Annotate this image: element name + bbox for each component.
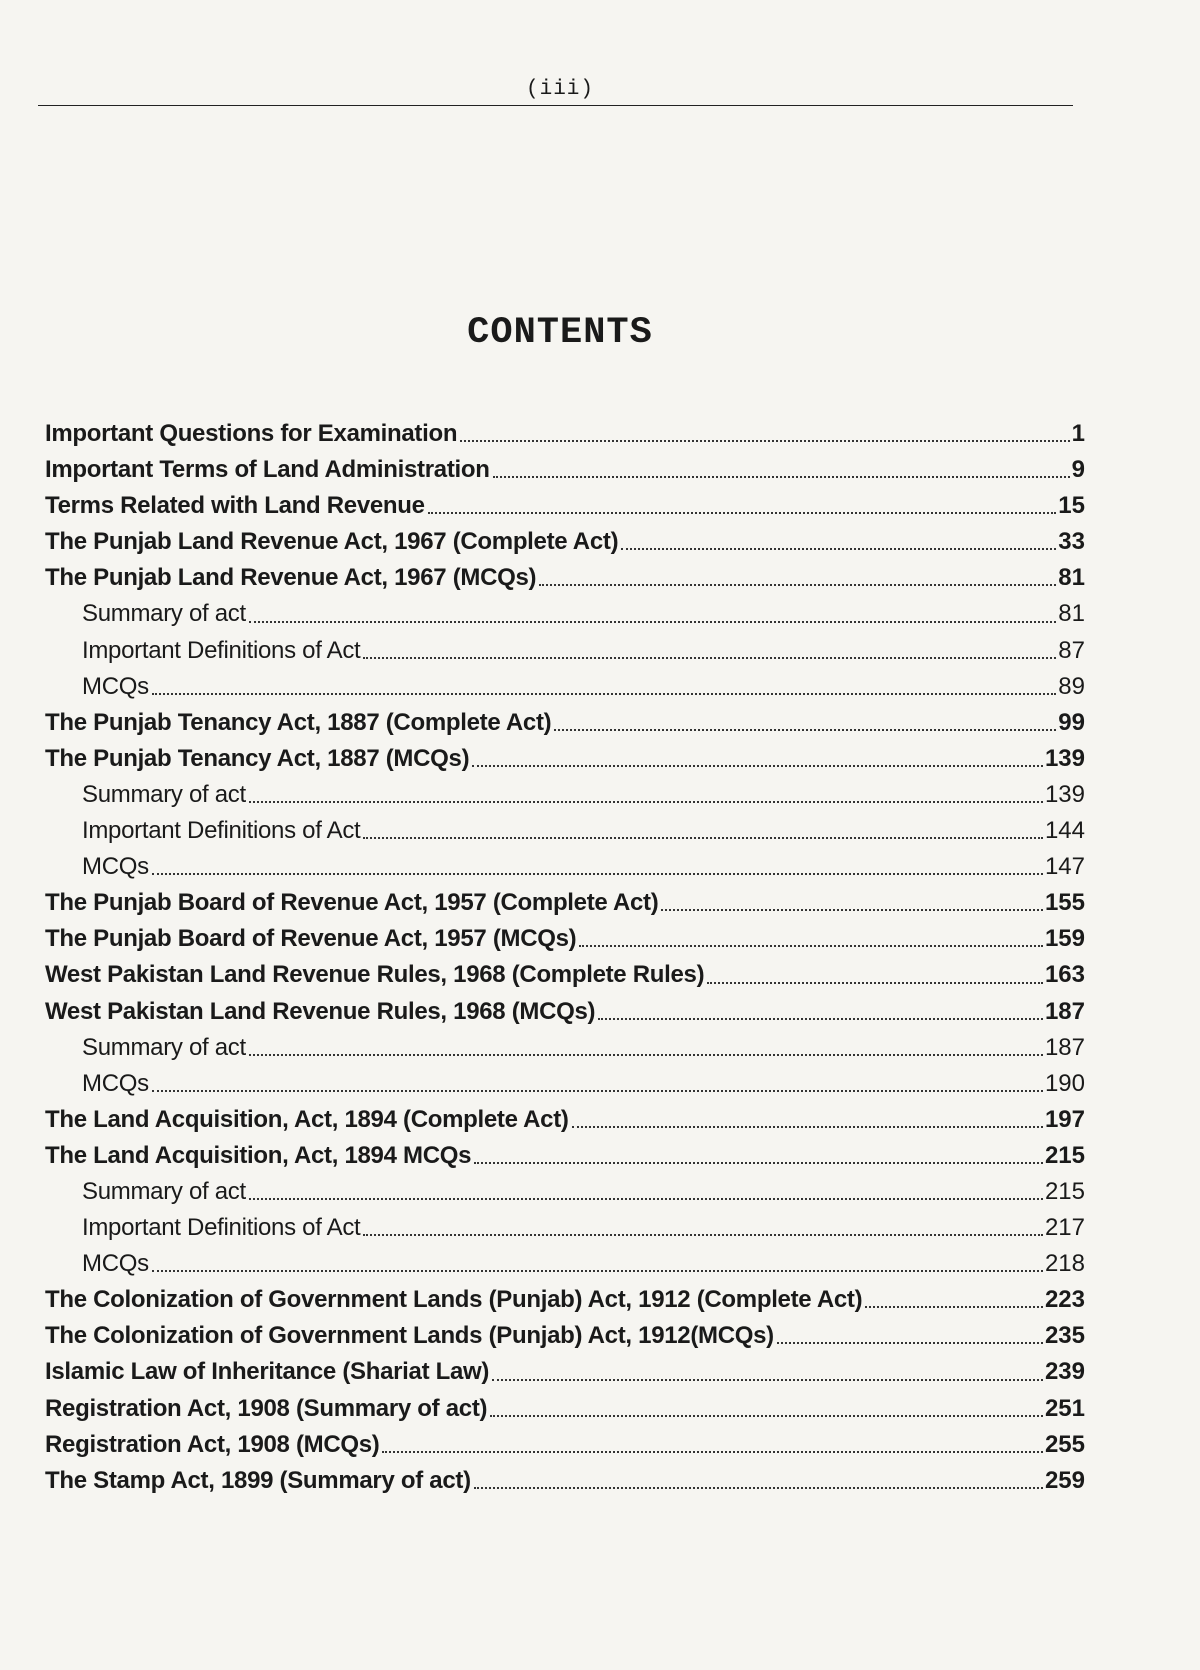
toc-entry-title: The Punjab Board of Revenue Act, 1957 (Complete Act) <box>45 889 659 917</box>
toc-entry-page: 144 <box>1044 817 1085 845</box>
dot-leader <box>474 1162 1043 1164</box>
toc-entry <box>45 1391 1085 1427</box>
toc-entry-page: 190 <box>1044 1069 1085 1097</box>
toc-entry-page: 87 <box>1058 636 1085 664</box>
toc-entry-title: Terms Related with Land Revenue <box>45 492 425 520</box>
dot-leader <box>472 765 1043 767</box>
toc-entry-page: 187 <box>1044 1033 1085 1061</box>
toc-entry-title: MCQs <box>82 853 149 881</box>
toc-entry-page: 33 <box>1058 528 1085 556</box>
dot-leader <box>572 1126 1043 1128</box>
toc-entry-title: The Colonization of Government Lands (Punjab) Act, 1912(MCQs) <box>45 1322 774 1350</box>
toc-entry-page: 1 <box>1071 420 1085 447</box>
dot-leader <box>152 1090 1043 1092</box>
toc-subentry <box>45 1030 1085 1066</box>
toc-entry-title: The Punjab Land Revenue Act, 1967 (MCQs) <box>45 564 537 592</box>
toc-entry-page: 215 <box>1044 1141 1085 1169</box>
toc-entry <box>45 705 1085 741</box>
dot-leader <box>152 1270 1043 1272</box>
dot-leader <box>598 1018 1043 1020</box>
toc-entry-page: 159 <box>1044 925 1085 953</box>
toc-entry <box>45 921 1085 957</box>
table-of-contents <box>45 416 1085 1499</box>
toc-entry-title: Registration Act, 1908 (MCQs) <box>45 1430 380 1458</box>
toc-entry-title: Important Questions for Examination <box>45 420 458 447</box>
toc-entry-page: 235 <box>1044 1322 1085 1350</box>
dot-leader <box>249 621 1056 623</box>
dot-leader <box>152 693 1057 695</box>
toc-entry-page: 155 <box>1044 889 1085 917</box>
toc-entry <box>45 741 1085 777</box>
dot-leader <box>363 837 1043 839</box>
dot-leader <box>249 801 1043 803</box>
toc-entry <box>45 994 1085 1030</box>
toc-entry <box>45 488 1085 524</box>
toc-entry <box>45 416 1085 452</box>
dot-leader <box>621 548 1056 550</box>
toc-entry-title: The Land Acquisition, Act, 1894 (Complete Act) <box>45 1105 569 1133</box>
toc-entry-title: MCQs <box>82 672 149 700</box>
toc-entry <box>45 452 1085 488</box>
toc-entry-page: 81 <box>1058 600 1085 628</box>
toc-entry-page: 15 <box>1058 492 1085 520</box>
toc-entry-page: 139 <box>1044 780 1085 808</box>
toc-entry-title: Summary of act <box>82 600 246 628</box>
toc-subentry <box>45 1210 1085 1246</box>
toc-entry-title: Islamic Law of Inheritance (Shariat Law) <box>45 1358 490 1386</box>
toc-entry <box>45 1318 1085 1354</box>
dot-leader <box>363 657 1056 659</box>
dot-leader <box>554 729 1056 731</box>
toc-entry <box>45 957 1085 993</box>
toc-entry-page: 259 <box>1044 1466 1085 1494</box>
toc-entry <box>45 1102 1085 1138</box>
dot-leader <box>492 1379 1043 1381</box>
dot-leader <box>460 440 1069 442</box>
toc-entry-title: MCQs <box>82 1069 149 1097</box>
toc-subentry <box>45 596 1085 632</box>
toc-entry-page: 81 <box>1058 564 1085 592</box>
toc-entry-title: West Pakistan Land Revenue Rules, 1968 (MCQs) <box>45 997 596 1025</box>
dot-leader <box>382 1451 1042 1453</box>
toc-subentry <box>45 669 1085 705</box>
toc-entry <box>45 1282 1085 1318</box>
toc-entry <box>45 1138 1085 1174</box>
toc-entry-page: 223 <box>1044 1286 1085 1314</box>
toc-entry-page: 251 <box>1044 1394 1085 1422</box>
dot-leader <box>363 1234 1043 1236</box>
dot-leader <box>579 945 1043 947</box>
toc-entry-page: 255 <box>1044 1430 1085 1458</box>
toc-entry-title: The Stamp Act, 1899 (Summary of act) <box>45 1466 471 1494</box>
toc-entry-page: 215 <box>1044 1177 1085 1205</box>
toc-entry-title: The Land Acquisition, Act, 1894 MCQs <box>45 1141 472 1169</box>
dot-leader <box>539 584 1056 586</box>
toc-entry-title: West Pakistan Land Revenue Rules, 1968 (Complete Rules) <box>45 961 705 989</box>
toc-entry-title: The Punjab Tenancy Act, 1887 (Complete Act) <box>45 708 552 736</box>
page-number: (iii) <box>525 78 594 101</box>
toc-entry-title: The Punjab Tenancy Act, 1887 (MCQs) <box>45 744 470 772</box>
toc-subentry <box>45 849 1085 885</box>
dot-leader <box>865 1306 1043 1308</box>
toc-entry <box>45 885 1085 921</box>
toc-entry-title: Registration Act, 1908 (Summary of act) <box>45 1394 488 1422</box>
toc-entry-page: 99 <box>1058 708 1085 736</box>
header-rule <box>38 105 1073 106</box>
toc-entry <box>45 524 1085 560</box>
dot-leader <box>428 512 1057 514</box>
toc-entry-page: 139 <box>1044 744 1085 772</box>
toc-entry-page: 9 <box>1071 456 1085 484</box>
dot-leader <box>249 1054 1043 1056</box>
toc-entry-title: Summary of act <box>82 1033 246 1061</box>
toc-entry-page: 218 <box>1044 1250 1085 1278</box>
toc-subentry <box>45 633 1085 669</box>
dot-leader <box>249 1198 1043 1200</box>
toc-entry-page: 239 <box>1044 1358 1085 1386</box>
toc-entry-title: Summary of act <box>82 1177 246 1205</box>
dot-leader <box>490 1415 1043 1417</box>
dot-leader <box>707 982 1043 984</box>
toc-entry-title: MCQs <box>82 1250 149 1278</box>
toc-entry <box>45 1354 1085 1390</box>
toc-entry-title: The Punjab Board of Revenue Act, 1957 (MCQs) <box>45 925 577 953</box>
toc-subentry <box>45 1246 1085 1282</box>
toc-entry-title: Important Definitions of Act <box>82 817 361 845</box>
toc-entry-page: 187 <box>1044 997 1085 1025</box>
toc-entry-page: 197 <box>1044 1105 1085 1133</box>
page-title: CONTENTS <box>467 312 653 354</box>
toc-entry-page: 217 <box>1044 1214 1085 1242</box>
dot-leader <box>493 476 1070 478</box>
toc-subentry <box>45 777 1085 813</box>
dot-leader <box>152 873 1043 875</box>
dot-leader <box>474 1487 1043 1489</box>
toc-entry <box>45 1427 1085 1463</box>
toc-entry-page: 163 <box>1044 961 1085 989</box>
toc-entry <box>45 1463 1085 1499</box>
toc-entry-title: Important Definitions of Act <box>82 1214 361 1242</box>
toc-subentry <box>45 813 1085 849</box>
toc-entry <box>45 560 1085 596</box>
toc-entry-title: The Colonization of Government Lands (Punjab) Act, 1912 (Complete Act) <box>45 1286 863 1314</box>
toc-entry-title: Important Definitions of Act <box>82 636 361 664</box>
toc-entry-title: Summary of act <box>82 780 246 808</box>
toc-entry-page: 89 <box>1058 672 1085 700</box>
toc-subentry <box>45 1066 1085 1102</box>
toc-entry-page: 147 <box>1044 853 1085 881</box>
toc-entry-title: Important Terms of Land Administration <box>45 456 490 484</box>
toc-subentry <box>45 1174 1085 1210</box>
dot-leader <box>661 909 1043 911</box>
dot-leader <box>777 1342 1043 1344</box>
toc-entry-title: The Punjab Land Revenue Act, 1967 (Complete Act) <box>45 528 619 556</box>
